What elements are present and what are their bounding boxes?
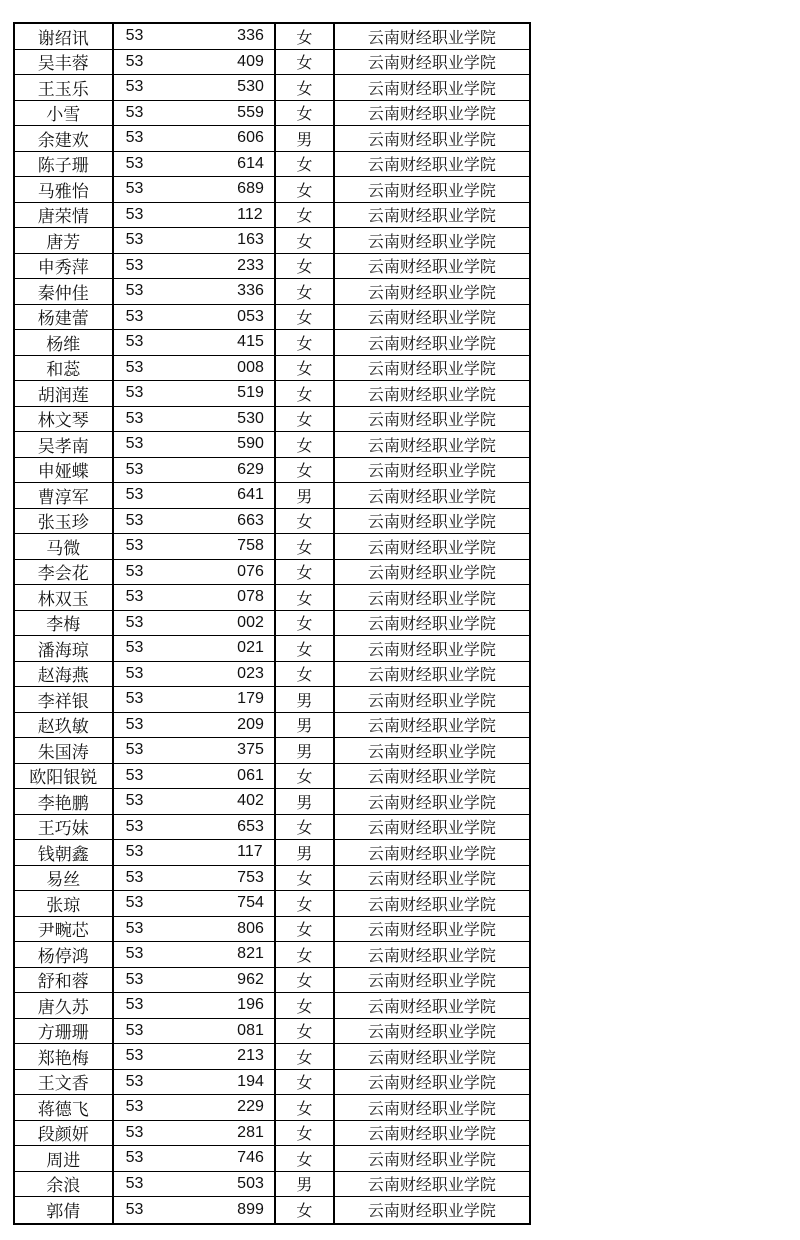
region-code-cell: 53 [125, 154, 144, 172]
school-cell: 云南财经职业学院 [335, 1121, 531, 1146]
school-cell: 云南财经职业学院 [335, 1095, 531, 1120]
table-row [13, 611, 531, 637]
id-suffix-cell: 606 [235, 126, 276, 151]
gender-cell: 女 [276, 1146, 335, 1171]
gender-cell: 男 [276, 483, 335, 508]
table-row [13, 789, 531, 815]
gender-cell: 女 [276, 560, 335, 585]
id-suffix-cell: 962 [235, 968, 276, 993]
id-suffix-cell: 530 [235, 75, 276, 100]
student-name-cell: 李会花 [13, 560, 114, 585]
school-cell: 云南财经职业学院 [335, 968, 531, 993]
table-row [13, 891, 531, 917]
id-suffix-cell: 196 [235, 993, 276, 1018]
gender-cell: 女 [276, 917, 335, 942]
table-row [13, 1044, 531, 1070]
gender-cell: 女 [276, 662, 335, 687]
school-cell: 云南财经职业学院 [335, 509, 531, 534]
id-suffix-cell: 213 [235, 1044, 276, 1069]
student-name-cell: 林双玉 [13, 585, 114, 610]
table-row [13, 534, 531, 560]
id-suffix-cell: 336 [235, 279, 276, 304]
gender-cell: 女 [276, 1019, 335, 1044]
table-row [13, 254, 531, 280]
student-name-cell: 舒和蓉 [13, 968, 114, 993]
gender-cell: 男 [276, 1172, 335, 1197]
table-row [13, 840, 531, 866]
student-name-cell: 欧阳银锐 [13, 764, 114, 789]
table-row [13, 228, 531, 254]
table-row [13, 1197, 531, 1223]
id-suffix-cell: 530 [235, 407, 276, 432]
region-code-cell: 53 [125, 103, 144, 121]
student-name-cell: 易丝 [13, 866, 114, 891]
school-cell: 云南财经职业学院 [335, 840, 531, 865]
school-cell: 云南财经职业学院 [335, 483, 531, 508]
gender-cell: 女 [276, 1070, 335, 1095]
region-code-cell: 53 [125, 358, 144, 376]
gender-cell: 女 [276, 942, 335, 967]
gender-cell: 女 [276, 279, 335, 304]
region-code-cell: 53 [125, 613, 144, 631]
student-name-cell: 杨建蕾 [13, 305, 114, 330]
student-name-cell: 小雪 [13, 101, 114, 126]
table-row [13, 483, 531, 509]
school-cell: 云南财经职业学院 [335, 560, 531, 585]
id-suffix-cell: 663 [235, 509, 276, 534]
id-suffix-cell: 076 [235, 560, 276, 585]
school-cell: 云南财经职业学院 [335, 636, 531, 661]
student-name-cell: 周进 [13, 1146, 114, 1171]
id-suffix-cell: 559 [235, 101, 276, 126]
region-code-cell: 53 [125, 537, 144, 555]
school-cell: 云南财经职业学院 [335, 1146, 531, 1171]
table-row [13, 177, 531, 203]
table-row [13, 815, 531, 841]
gender-cell: 男 [276, 713, 335, 738]
gender-cell: 女 [276, 203, 335, 228]
table-row [13, 279, 531, 305]
school-cell: 云南财经职业学院 [335, 1019, 531, 1044]
student-name-cell: 曹淳军 [13, 483, 114, 508]
student-name-cell: 李梅 [13, 611, 114, 636]
table-row [13, 432, 531, 458]
region-code-cell: 53 [125, 970, 144, 988]
student-name-cell: 马雅怡 [13, 177, 114, 202]
id-suffix-cell: 590 [235, 432, 276, 457]
gender-cell: 女 [276, 764, 335, 789]
school-cell: 云南财经职业学院 [335, 789, 531, 814]
region-code-cell: 53 [125, 894, 144, 912]
region-code-cell: 53 [125, 919, 144, 937]
region-code-cell: 53 [125, 27, 144, 45]
table-row [13, 75, 531, 101]
school-cell: 云南财经职业学院 [335, 458, 531, 483]
table-row [13, 1146, 531, 1172]
gender-cell: 女 [276, 968, 335, 993]
region-code-cell: 53 [125, 52, 144, 70]
id-suffix-cell: 899 [235, 1197, 276, 1223]
school-cell: 云南财经职业学院 [335, 1044, 531, 1069]
region-code-cell: 53 [125, 741, 144, 759]
student-name-cell: 潘海琼 [13, 636, 114, 661]
gender-cell: 女 [276, 1121, 335, 1146]
school-cell: 云南财经职业学院 [335, 662, 531, 687]
region-code-cell: 53 [125, 1123, 144, 1141]
region-code-cell: 53 [125, 307, 144, 325]
school-cell: 云南财经职业学院 [335, 1070, 531, 1095]
table-row [13, 126, 531, 152]
student-name-cell: 胡润莲 [13, 381, 114, 406]
table-row [13, 407, 531, 433]
school-cell: 云南财经职业学院 [335, 305, 531, 330]
school-cell: 云南财经职业学院 [335, 866, 531, 891]
school-cell: 云南财经职业学院 [335, 611, 531, 636]
gender-cell: 女 [276, 866, 335, 891]
region-code-cell: 53 [125, 792, 144, 810]
region-code-cell: 53 [125, 231, 144, 249]
school-cell: 云南财经职业学院 [335, 815, 531, 840]
gender-cell: 女 [276, 407, 335, 432]
region-code-cell: 53 [125, 562, 144, 580]
region-code-cell: 53 [125, 205, 144, 223]
region-code-cell: 53 [125, 282, 144, 300]
table-row [13, 458, 531, 484]
student-name-cell: 尹畹芯 [13, 917, 114, 942]
student-name-cell: 王巧妹 [13, 815, 114, 840]
gender-cell: 男 [276, 738, 335, 763]
student-name-cell: 唐久苏 [13, 993, 114, 1018]
id-suffix-cell: 078 [235, 585, 276, 610]
region-code-cell: 53 [125, 180, 144, 198]
school-cell: 云南财经职业学院 [335, 993, 531, 1018]
id-suffix-cell: 402 [235, 789, 276, 814]
table-row [13, 509, 531, 535]
id-suffix-cell: 409 [235, 50, 276, 75]
table-row [13, 866, 531, 892]
region-code-cell: 53 [125, 996, 144, 1014]
id-suffix-cell: 415 [235, 330, 276, 355]
student-name-cell: 赵海燕 [13, 662, 114, 687]
table-row [13, 560, 531, 586]
student-name-cell: 陈子珊 [13, 152, 114, 177]
gender-cell: 女 [276, 611, 335, 636]
student-name-cell: 蒋德飞 [13, 1095, 114, 1120]
gender-cell: 女 [276, 356, 335, 381]
gender-cell: 男 [276, 687, 335, 712]
table-row [13, 152, 531, 178]
id-suffix-cell: 653 [235, 815, 276, 840]
region-code-cell: 53 [125, 1021, 144, 1039]
id-suffix-cell: 163 [235, 228, 276, 253]
region-code-cell: 53 [125, 129, 144, 147]
gender-cell: 女 [276, 24, 335, 49]
gender-cell: 女 [276, 75, 335, 100]
gender-cell: 女 [276, 1197, 335, 1223]
school-cell: 云南财经职业学院 [335, 764, 531, 789]
table-row [13, 1121, 531, 1147]
table-row [13, 1070, 531, 1096]
student-name-cell: 方珊珊 [13, 1019, 114, 1044]
student-name-cell: 林文琴 [13, 407, 114, 432]
id-suffix-cell: 614 [235, 152, 276, 177]
school-cell: 云南财经职业学院 [335, 942, 531, 967]
student-name-cell: 杨维 [13, 330, 114, 355]
id-suffix-cell: 689 [235, 177, 276, 202]
school-cell: 云南财经职业学院 [335, 917, 531, 942]
id-suffix-cell: 081 [235, 1019, 276, 1044]
region-code-cell: 53 [125, 435, 144, 453]
table-row [13, 713, 531, 739]
region-code-cell: 53 [125, 333, 144, 351]
table-row [13, 636, 531, 662]
region-code-cell: 53 [125, 588, 144, 606]
student-name-cell: 秦仲佳 [13, 279, 114, 304]
student-roster-table [13, 22, 531, 1225]
student-name-cell: 余建欢 [13, 126, 114, 151]
gender-cell: 男 [276, 840, 335, 865]
school-cell: 云南财经职业学院 [335, 254, 531, 279]
school-cell: 云南财经职业学院 [335, 24, 531, 49]
id-suffix-cell: 503 [235, 1172, 276, 1197]
school-cell: 云南财经职业学院 [335, 1197, 531, 1223]
id-suffix-cell: 194 [235, 1070, 276, 1095]
id-suffix-cell: 002 [235, 611, 276, 636]
id-suffix-cell: 281 [235, 1121, 276, 1146]
school-cell: 云南财经职业学院 [335, 75, 531, 100]
region-code-cell: 53 [125, 384, 144, 402]
school-cell: 云南财经职业学院 [335, 432, 531, 457]
id-suffix-cell: 336 [235, 24, 276, 49]
region-code-cell: 53 [125, 1072, 144, 1090]
region-code-cell: 53 [125, 715, 144, 733]
school-cell: 云南财经职业学院 [335, 152, 531, 177]
student-name-cell: 申秀萍 [13, 254, 114, 279]
school-cell: 云南财经职业学院 [335, 1172, 531, 1197]
gender-cell: 女 [276, 254, 335, 279]
gender-cell: 女 [276, 152, 335, 177]
region-code-cell: 53 [125, 1200, 144, 1218]
id-suffix-cell: 053 [235, 305, 276, 330]
table-row [13, 101, 531, 127]
school-cell: 云南财经职业学院 [335, 126, 531, 151]
region-code-cell: 53 [125, 766, 144, 784]
table-row [13, 968, 531, 994]
school-cell: 云南财经职业学院 [335, 891, 531, 916]
student-name-cell: 和蕊 [13, 356, 114, 381]
table-row [13, 50, 531, 76]
id-suffix-cell: 754 [235, 891, 276, 916]
region-code-cell: 53 [125, 511, 144, 529]
gender-cell: 男 [276, 126, 335, 151]
id-suffix-cell: 821 [235, 942, 276, 967]
student-name-cell: 余浪 [13, 1172, 114, 1197]
id-suffix-cell: 179 [235, 687, 276, 712]
school-cell: 云南财经职业学院 [335, 50, 531, 75]
gender-cell: 女 [276, 534, 335, 559]
region-code-cell: 53 [125, 868, 144, 886]
gender-cell: 女 [276, 636, 335, 661]
region-code-cell: 53 [125, 1174, 144, 1192]
region-code-cell: 53 [125, 639, 144, 657]
region-code-cell: 53 [125, 945, 144, 963]
school-cell: 云南财经职业学院 [335, 687, 531, 712]
region-code-cell: 53 [125, 256, 144, 274]
id-suffix-cell: 519 [235, 381, 276, 406]
table-row [13, 993, 531, 1019]
gender-cell: 女 [276, 50, 335, 75]
school-cell: 云南财经职业学院 [335, 585, 531, 610]
student-name-cell: 吴丰蓉 [13, 50, 114, 75]
region-code-cell: 53 [125, 486, 144, 504]
school-cell: 云南财经职业学院 [335, 738, 531, 763]
table-row [13, 1019, 531, 1045]
student-name-cell: 张琼 [13, 891, 114, 916]
table-row [13, 24, 531, 50]
id-suffix-cell: 375 [235, 738, 276, 763]
student-name-cell: 李艳鹏 [13, 789, 114, 814]
student-name-cell: 朱国涛 [13, 738, 114, 763]
student-name-cell: 吴孝南 [13, 432, 114, 457]
id-suffix-cell: 629 [235, 458, 276, 483]
student-name-cell: 马微 [13, 534, 114, 559]
table-row [13, 203, 531, 229]
gender-cell: 女 [276, 993, 335, 1018]
id-suffix-cell: 233 [235, 254, 276, 279]
school-cell: 云南财经职业学院 [335, 228, 531, 253]
region-code-cell: 53 [125, 664, 144, 682]
school-cell: 云南财经职业学院 [335, 330, 531, 355]
id-suffix-cell: 753 [235, 866, 276, 891]
id-suffix-cell: 061 [235, 764, 276, 789]
table-row [13, 764, 531, 790]
gender-cell: 女 [276, 177, 335, 202]
gender-cell: 女 [276, 458, 335, 483]
region-code-cell: 53 [125, 817, 144, 835]
gender-cell: 女 [276, 381, 335, 406]
student-name-cell: 钱朝鑫 [13, 840, 114, 865]
school-cell: 云南财经职业学院 [335, 101, 531, 126]
region-code-cell: 53 [125, 690, 144, 708]
gender-cell: 女 [276, 815, 335, 840]
id-suffix-cell: 209 [235, 713, 276, 738]
gender-cell: 女 [276, 228, 335, 253]
table-row [13, 305, 531, 331]
region-code-cell: 53 [125, 460, 144, 478]
student-name-cell: 赵玖敏 [13, 713, 114, 738]
id-suffix-cell: 117 [235, 840, 276, 865]
school-cell: 云南财经职业学院 [335, 203, 531, 228]
id-suffix-cell: 641 [235, 483, 276, 508]
student-name-cell: 王玉乐 [13, 75, 114, 100]
id-suffix-cell: 112 [235, 203, 276, 228]
student-name-cell: 唐荣情 [13, 203, 114, 228]
gender-cell: 女 [276, 1095, 335, 1120]
region-code-cell: 53 [125, 1098, 144, 1116]
student-name-cell: 王文香 [13, 1070, 114, 1095]
gender-cell: 女 [276, 432, 335, 457]
id-suffix-cell: 229 [235, 1095, 276, 1120]
table-row [13, 330, 531, 356]
id-suffix-cell: 758 [235, 534, 276, 559]
gender-cell: 女 [276, 330, 335, 355]
gender-cell: 女 [276, 305, 335, 330]
table-row [13, 585, 531, 611]
id-suffix-cell: 023 [235, 662, 276, 687]
school-cell: 云南财经职业学院 [335, 381, 531, 406]
table-row [13, 381, 531, 407]
region-code-cell: 53 [125, 1047, 144, 1065]
student-name-cell: 郭倩 [13, 1197, 114, 1223]
school-cell: 云南财经职业学院 [335, 356, 531, 381]
student-name-cell: 李祥银 [13, 687, 114, 712]
table-row [13, 917, 531, 943]
region-code-cell: 53 [125, 1149, 144, 1167]
table-row [13, 662, 531, 688]
student-name-cell: 唐芳 [13, 228, 114, 253]
id-suffix-cell: 806 [235, 917, 276, 942]
id-suffix-cell: 746 [235, 1146, 276, 1171]
gender-cell: 女 [276, 509, 335, 534]
table-row [13, 738, 531, 764]
student-name-cell: 谢绍讯 [13, 24, 114, 49]
gender-cell: 男 [276, 789, 335, 814]
table-row [13, 687, 531, 713]
region-code-cell: 53 [125, 78, 144, 96]
table-row [13, 1172, 531, 1198]
school-cell: 云南财经职业学院 [335, 534, 531, 559]
student-name-cell: 段颜妍 [13, 1121, 114, 1146]
student-name-cell: 杨停鸿 [13, 942, 114, 967]
region-code-cell: 53 [125, 409, 144, 427]
id-suffix-cell: 008 [235, 356, 276, 381]
school-cell: 云南财经职业学院 [335, 177, 531, 202]
student-name-cell: 申娅蝶 [13, 458, 114, 483]
school-cell: 云南财经职业学院 [335, 407, 531, 432]
school-cell: 云南财经职业学院 [335, 713, 531, 738]
region-code-cell: 53 [125, 843, 144, 861]
gender-cell: 女 [276, 891, 335, 916]
gender-cell: 女 [276, 101, 335, 126]
student-name-cell: 张玉珍 [13, 509, 114, 534]
school-cell: 云南财经职业学院 [335, 279, 531, 304]
gender-cell: 女 [276, 585, 335, 610]
gender-cell: 女 [276, 1044, 335, 1069]
id-suffix-cell: 021 [235, 636, 276, 661]
student-name-cell: 郑艳梅 [13, 1044, 114, 1069]
table-row [13, 1095, 531, 1121]
table-row [13, 356, 531, 382]
table-row [13, 942, 531, 968]
